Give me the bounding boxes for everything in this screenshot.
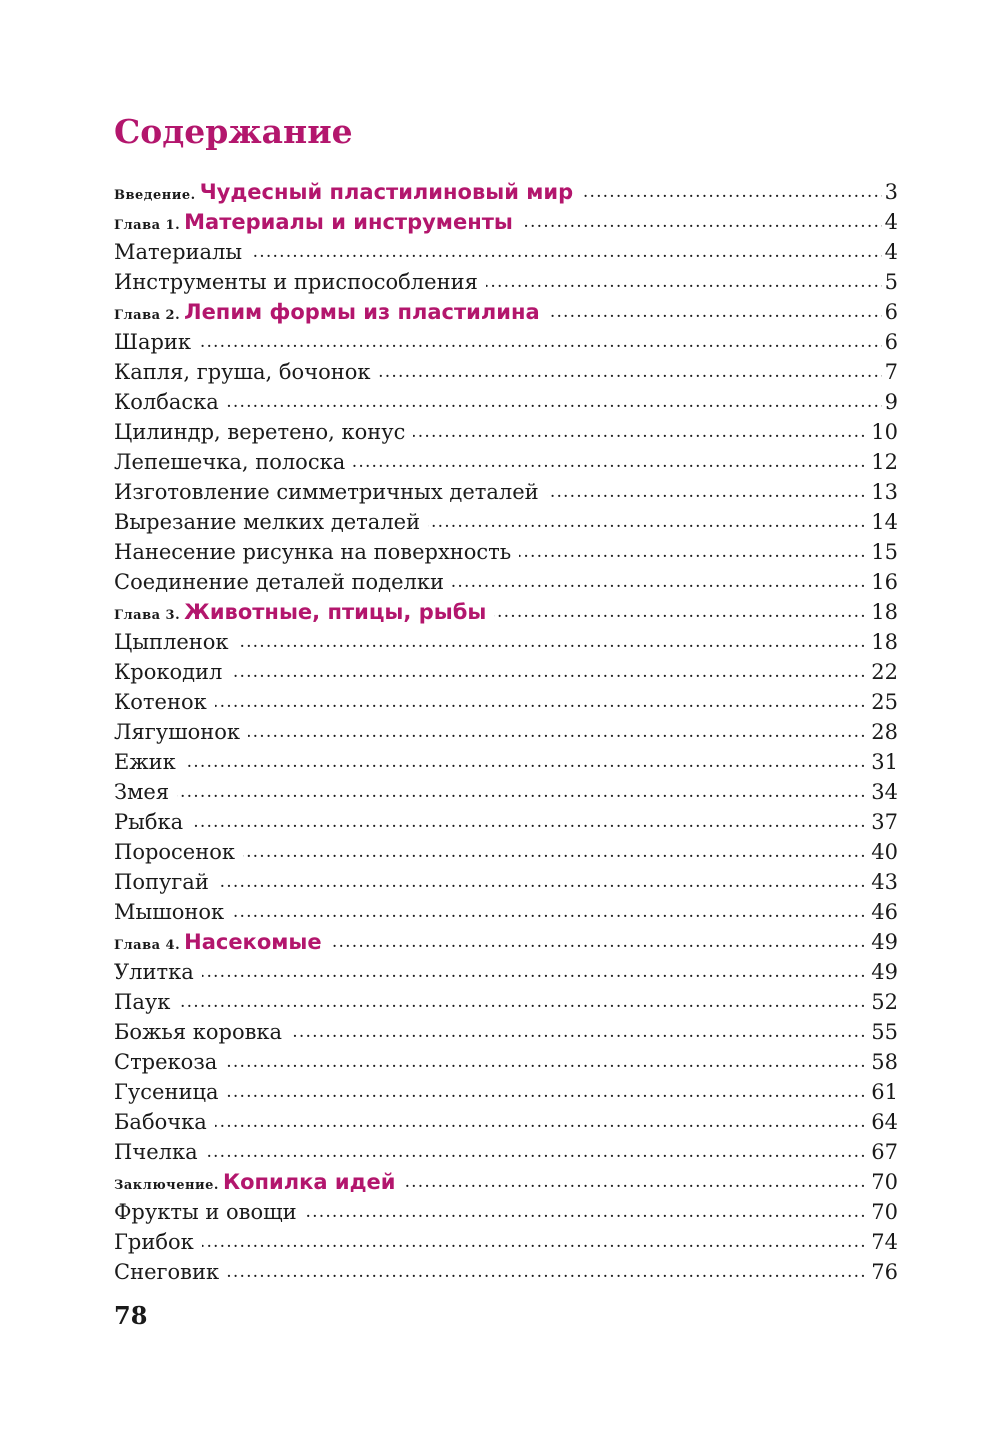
toc-entry-title: Капля, груша, бочонок — [114, 357, 378, 387]
toc-entry-title: Изготовление симметричных деталей — [114, 477, 547, 507]
toc-entry-title — [114, 1167, 404, 1197]
toc-entry-title: Котенок — [114, 687, 215, 717]
toc-page-number: 49 — [868, 957, 898, 987]
toc-entry-title: Улитка — [114, 957, 202, 987]
toc-item-row — [114, 747, 898, 777]
toc-item-row — [114, 387, 898, 417]
toc-chapter-row — [114, 177, 898, 207]
toc-page-number: 55 — [868, 1017, 898, 1047]
toc-entry-title — [114, 597, 494, 627]
toc-chapter-row — [114, 927, 898, 957]
toc-chapter-row — [114, 597, 898, 627]
toc-page-number: 13 — [868, 477, 898, 507]
chapter-title: Насекомые — [184, 930, 322, 954]
toc-item-row — [114, 327, 898, 357]
toc-page-number: 7 — [882, 357, 898, 387]
toc-page-number: 70 — [868, 1197, 898, 1227]
toc-page-number: 5 — [882, 267, 898, 297]
toc-entry-title: Фрукты и овощи — [114, 1197, 305, 1227]
toc-entry-title: Грибок — [114, 1227, 202, 1257]
toc-page-number: 46 — [868, 897, 898, 927]
toc-item-row — [114, 897, 898, 927]
chapter-title: Чудесный пластилиновый мир — [199, 180, 574, 204]
toc-item-row — [114, 807, 898, 837]
toc-page-number: 58 — [868, 1047, 898, 1077]
toc-entry-title: Ежик — [114, 747, 184, 777]
toc-page-number: 28 — [868, 717, 898, 747]
toc-page-number: 49 — [868, 927, 898, 957]
toc-item-row — [114, 987, 898, 1017]
toc-entry-title: Вырезание мелких деталей — [114, 507, 428, 537]
toc-page-number: 4 — [882, 237, 898, 267]
toc-page-number: 9 — [882, 387, 898, 417]
toc-entry-title: Крокодил — [114, 657, 230, 687]
toc-item-row — [114, 447, 898, 477]
toc-entry-title — [114, 207, 521, 237]
chapter-title: Копилка идей — [222, 1170, 396, 1194]
page-title: Содержание — [114, 112, 353, 151]
chapter-label: Глава 3. — [114, 608, 181, 623]
toc-entry-title: Стрекоза — [114, 1047, 225, 1077]
chapter-label: Введение. — [114, 188, 196, 203]
toc-entry-title: Змея — [114, 777, 177, 807]
toc-entry-title: Снеговик — [114, 1257, 227, 1287]
toc-page-number: 18 — [868, 597, 898, 627]
toc-page-number: 43 — [868, 867, 898, 897]
toc-entry-title — [114, 927, 330, 957]
toc-page-number: 64 — [868, 1107, 898, 1137]
toc-page-number: 14 — [868, 507, 898, 537]
toc-entry-title — [114, 177, 581, 207]
toc-page-number: 16 — [868, 567, 898, 597]
toc-page-number: 52 — [868, 987, 898, 1017]
toc-entry-title — [114, 297, 548, 327]
toc-page-number: 34 — [868, 777, 898, 807]
toc-item-row — [114, 627, 898, 657]
toc-item-row — [114, 1227, 898, 1257]
toc-item-row — [114, 507, 898, 537]
toc-item-row — [114, 357, 898, 387]
toc-chapter-row — [114, 1167, 898, 1197]
toc-entry-title: Бабочка — [114, 1107, 215, 1137]
toc-item-row — [114, 477, 898, 507]
toc-entry-title: Паук — [114, 987, 178, 1017]
toc-page-number: 6 — [882, 327, 898, 357]
toc-entry-title: Лягушонок — [114, 717, 248, 747]
chapter-label: Глава 2. — [114, 308, 181, 323]
toc-page-number: 4 — [882, 207, 898, 237]
toc-item-row — [114, 537, 898, 567]
chapter-title: Материалы и инструменты — [184, 210, 513, 234]
toc-page-number: 12 — [868, 447, 898, 477]
toc-item-row — [114, 417, 898, 447]
page-number: 78 — [114, 1301, 148, 1330]
chapter-label: Глава 4. — [114, 938, 181, 953]
toc-entry-title: Соединение деталей поделки — [114, 567, 452, 597]
toc-entry-title: Колбаска — [114, 387, 227, 417]
toc-page-number: 10 — [868, 417, 898, 447]
chapter-title: Лепим формы из пластилина — [184, 300, 540, 324]
table-of-contents — [114, 177, 898, 1287]
toc-entry-title: Божья коровка — [114, 1017, 290, 1047]
toc-entry-title: Гусеница — [114, 1077, 226, 1107]
toc-item-row — [114, 1017, 898, 1047]
toc-entry-title: Мышонок — [114, 897, 232, 927]
toc-entry-title: Шарик — [114, 327, 199, 357]
toc-entry-title: Цилиндр, веретено, конус — [114, 417, 413, 447]
toc-entry-title: Лепешечка, полоска — [114, 447, 353, 477]
chapter-title: Животные, птицы, рыбы — [184, 600, 487, 624]
toc-page-number: 76 — [868, 1257, 898, 1287]
toc-entry-title: Поросенок — [114, 837, 243, 867]
toc-item-row — [114, 837, 898, 867]
toc-page-number: 67 — [868, 1137, 898, 1167]
toc-item-row — [114, 657, 898, 687]
toc-page-number: 18 — [868, 627, 898, 657]
toc-chapter-row — [114, 297, 898, 327]
toc-page-number: 31 — [868, 747, 898, 777]
toc-item-row — [114, 1197, 898, 1227]
toc-page-number: 37 — [868, 807, 898, 837]
toc-item-row — [114, 717, 898, 747]
toc-chapter-row — [114, 207, 898, 237]
toc-entry-title: Инструменты и приспособления — [114, 267, 486, 297]
toc-item-row — [114, 1077, 898, 1107]
toc-page-number: 40 — [868, 837, 898, 867]
toc-entry-title: Материалы — [114, 237, 250, 267]
toc-entry-title: Цыпленок — [114, 627, 237, 657]
toc-page-number: 15 — [868, 537, 898, 567]
toc-item-row — [114, 237, 898, 267]
toc-item-row — [114, 1047, 898, 1077]
chapter-label: Глава 1. — [114, 218, 181, 233]
toc-item-row — [114, 777, 898, 807]
toc-entry-title: Попугай — [114, 867, 217, 897]
toc-page-number: 61 — [868, 1077, 898, 1107]
toc-page-number: 70 — [868, 1167, 898, 1197]
toc-item-row — [114, 1137, 898, 1167]
toc-entry-title: Рыбка — [114, 807, 191, 837]
toc-item-row — [114, 1257, 898, 1287]
toc-page-number: 22 — [868, 657, 898, 687]
toc-page-number: 74 — [868, 1227, 898, 1257]
toc-item-row — [114, 867, 898, 897]
toc-item-row — [114, 957, 898, 987]
toc-page-number: 3 — [882, 177, 898, 207]
toc-item-row — [114, 267, 898, 297]
toc-entry-title: Пчелка — [114, 1137, 206, 1167]
toc-item-row — [114, 1107, 898, 1137]
chapter-label: Заключение. — [114, 1178, 219, 1193]
toc-page-number: 25 — [868, 687, 898, 717]
toc-item-row — [114, 567, 898, 597]
toc-page-number: 6 — [882, 297, 898, 327]
toc-item-row — [114, 687, 898, 717]
toc-entry-title: Нанесение рисунка на поверхность — [114, 537, 519, 567]
